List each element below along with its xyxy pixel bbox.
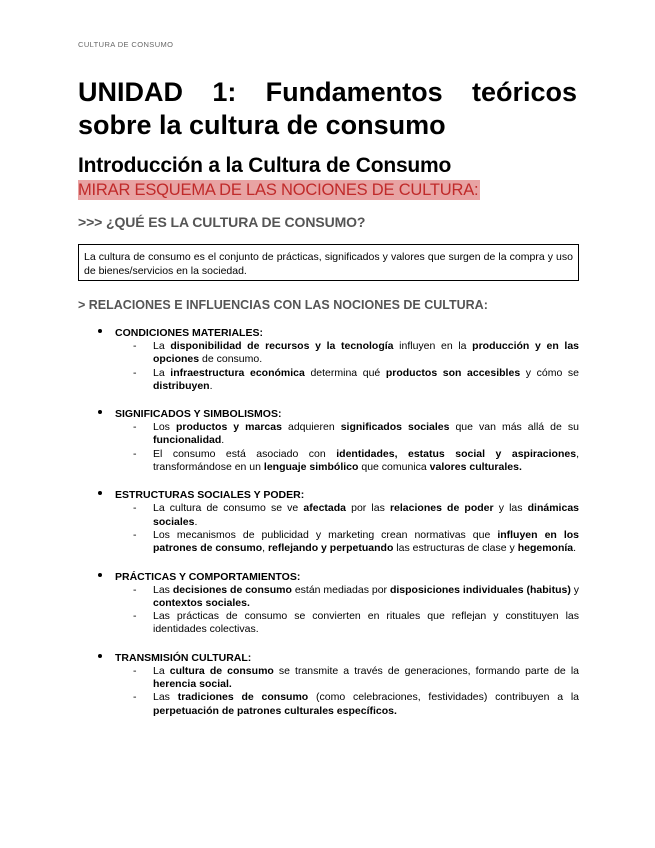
definition-box: La cultura de consumo es el conjunto de prácticas, significados y valores que surgen de la compra y uso de bienes/servicios en la sociedad. xyxy=(78,244,579,281)
section-items xyxy=(78,502,579,555)
list-item xyxy=(78,529,579,556)
bullet-icon xyxy=(98,410,102,414)
bold-text: significados sociales xyxy=(340,421,450,434)
list-item xyxy=(78,367,579,394)
bold-text: valores culturales. xyxy=(429,461,522,474)
text-run: influyen en la xyxy=(393,340,473,352)
relations-heading: > RELACIONES E INFLUENCIAS CON LAS NOCIONES DE CULTURA: xyxy=(78,298,488,312)
text-run: . xyxy=(573,542,577,555)
list-item xyxy=(78,584,579,611)
bold-text: herencia social. xyxy=(153,678,232,691)
question-heading: >>> ¿QUÉ ES LA CULTURA DE CONSUMO? xyxy=(78,214,366,230)
bold-text: infraestructura económica xyxy=(170,366,305,379)
relations-list xyxy=(78,326,579,718)
list-item xyxy=(78,610,579,637)
bold-text: decisiones de consumo xyxy=(172,583,292,596)
bold-text: lenguaje simbólico xyxy=(263,461,359,474)
relations-section xyxy=(78,326,579,393)
text-run: . xyxy=(221,434,225,447)
list-item xyxy=(78,448,579,475)
dash-marker: - xyxy=(133,340,137,352)
relations-section xyxy=(78,651,579,718)
list-item xyxy=(78,502,579,529)
list-item xyxy=(78,691,579,718)
bold-text: reflejando y perpetuando xyxy=(267,542,394,555)
text-run: . xyxy=(209,379,213,392)
text-run: La xyxy=(153,664,170,677)
text-run: , xyxy=(262,542,268,555)
bold-text: producción y en las opciones xyxy=(153,340,579,366)
text-run: (como celebraciones, festividades) contribuyen a la xyxy=(308,691,579,704)
list-item xyxy=(78,421,579,448)
bold-text: perpetuación de patrones culturales específicos. xyxy=(153,704,397,717)
text-run: . xyxy=(194,515,198,528)
list-item xyxy=(78,665,579,692)
bold-text: disposiciones individuales (habitus) xyxy=(389,583,571,596)
text-run: Las prácticas de consumo se convierten en rituales que reflejan y constituyen las identidades colectivas. xyxy=(153,610,579,636)
text-run: que van más allá de su xyxy=(449,421,579,434)
dash-marker: - xyxy=(133,528,137,541)
bold-text: relaciones de poder xyxy=(389,502,494,515)
bold-text: hegemonía xyxy=(517,542,574,555)
dash-marker: - xyxy=(133,447,137,460)
text-run: y xyxy=(570,583,580,596)
bold-text: funcionalidad xyxy=(153,434,222,447)
dash-marker: - xyxy=(133,421,137,434)
bold-text: tradiciones de consumo xyxy=(177,691,309,704)
bold-text: productos son accesibles xyxy=(385,366,521,379)
text-run: adquieren xyxy=(281,421,341,434)
text-run: Los xyxy=(153,421,176,434)
text-run: y cómo se xyxy=(520,366,579,379)
bullet-icon xyxy=(98,573,102,577)
section-title: SIGNIFICADOS Y SIMBOLISMOS: xyxy=(115,408,282,421)
text-run: La xyxy=(153,366,171,379)
text-run: determina qué xyxy=(304,366,386,379)
dash-marker: - xyxy=(133,610,137,623)
dash-marker: - xyxy=(133,583,137,596)
text-run: por las xyxy=(346,502,390,515)
dash-marker: - xyxy=(133,366,137,379)
text-run: se transmite a través de generaciones, formando parte de la xyxy=(273,664,579,677)
bold-text: contextos sociales. xyxy=(153,596,250,609)
section-items xyxy=(78,665,579,718)
bold-text: cultura de consumo xyxy=(169,664,274,677)
section-items xyxy=(78,340,579,393)
text-run: Las xyxy=(153,583,173,596)
relations-section xyxy=(78,570,579,637)
bold-text: distribuyen xyxy=(153,379,210,392)
text-run: que comunica xyxy=(358,461,430,474)
text-run: Las xyxy=(153,691,178,704)
section-title: ESTRUCTURAS SOCIALES Y PODER: xyxy=(115,489,305,502)
unit-title-line-1: UNIDAD 1: Fundamentos teóricos xyxy=(78,77,577,107)
intro-heading: Introducción a la Cultura de Consumo xyxy=(78,154,452,177)
highlighted-note: MIRAR ESQUEMA DE LAS NOCIONES DE CULTURA: xyxy=(78,181,479,199)
section-title: CONDICIONES MATERIALES: xyxy=(115,327,263,339)
bold-text: identidades, estatus social y aspiraciones xyxy=(336,447,577,460)
unit-title-line-2: sobre la cultura de consumo xyxy=(78,110,446,140)
dash-marker: - xyxy=(133,502,137,515)
text-run: están mediadas por xyxy=(291,583,390,596)
text-run: de consumo. xyxy=(199,353,263,366)
text-run: , transformándose en un xyxy=(153,447,579,474)
running-header: CULTURA DE CONSUMO xyxy=(78,40,174,49)
section-items xyxy=(78,584,579,637)
section-items xyxy=(78,421,579,474)
bullet-icon xyxy=(98,491,102,495)
bullet-icon xyxy=(98,329,102,333)
unit-title xyxy=(78,76,577,142)
bold-text: productos y marcas xyxy=(175,421,282,434)
section-title: PRÁCTICAS Y COMPORTAMIENTOS: xyxy=(115,570,301,583)
list-item xyxy=(78,340,579,367)
bold-text: influyen en los patrones de consumo xyxy=(153,528,579,555)
bold-text: afectada xyxy=(303,502,346,515)
text-run: y las xyxy=(493,502,528,515)
text-run: La xyxy=(153,340,171,352)
text-run: El consumo está asociado con xyxy=(153,447,337,460)
text-run: Los mecanismos de publicidad y marketing crean normativas que xyxy=(153,528,498,541)
section-title: TRANSMISIÓN CULTURAL: xyxy=(115,651,252,664)
text-run: las estructuras de clase y xyxy=(393,542,518,555)
relations-section xyxy=(78,407,579,474)
dash-marker: - xyxy=(133,664,137,677)
bold-text: disponibilidad de recursos y la tecnología xyxy=(170,340,394,352)
dash-marker: - xyxy=(133,691,137,704)
relations-section xyxy=(78,488,579,555)
bullet-icon xyxy=(98,654,102,658)
bold-text: dinámicas sociales xyxy=(153,502,579,528)
text-run: La cultura de consumo se ve xyxy=(153,502,304,515)
